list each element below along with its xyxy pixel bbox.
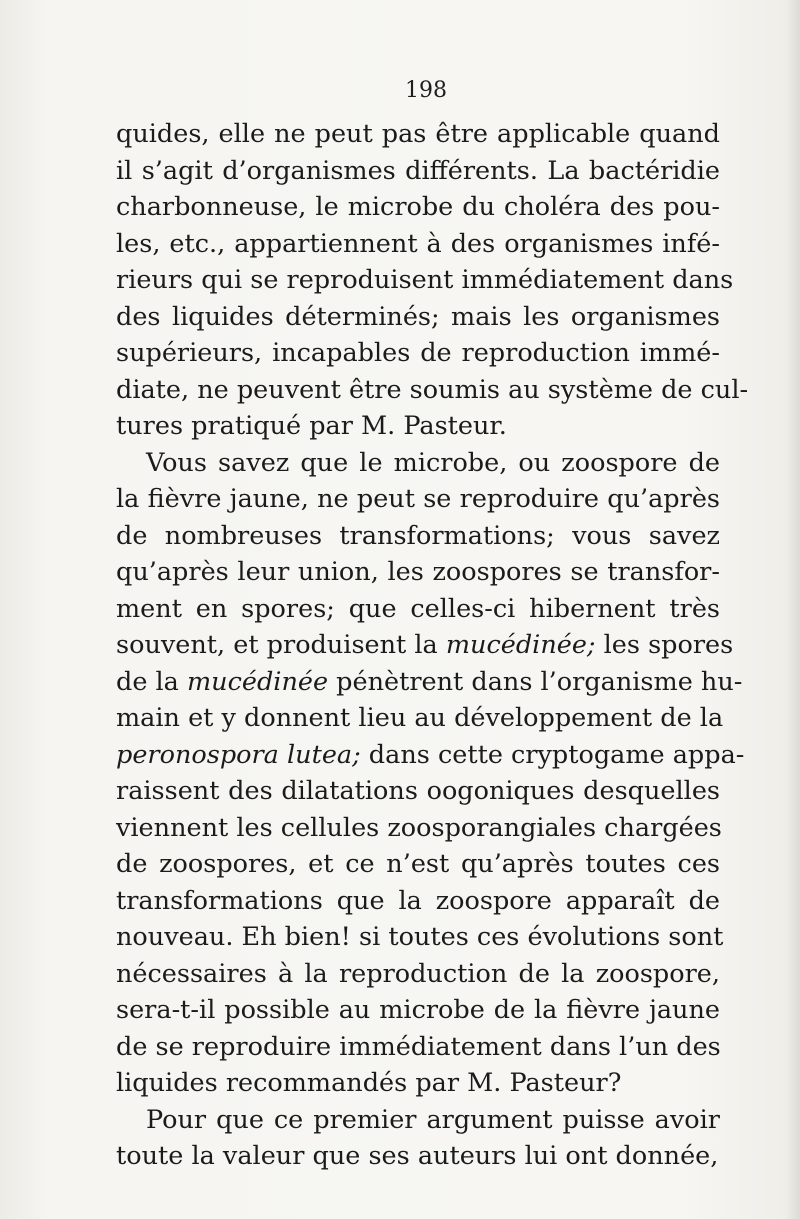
text-run: ment en spores; que celles-ci hibernent très <box>116 593 720 624</box>
text-line <box>116 737 745 774</box>
text-line <box>116 372 749 409</box>
text-line <box>116 1102 720 1139</box>
text-run: Pour que ce premier argument puisse avoir <box>146 1104 720 1135</box>
text-run: de nombreuses transformations; vous savez <box>116 520 720 551</box>
text-line <box>116 518 720 555</box>
text-line <box>116 481 720 518</box>
text-run: souvent, et produisent la <box>116 630 446 660</box>
text-run: main et y donnent lieu au développement de la <box>116 703 724 733</box>
text-run: de la <box>116 666 187 697</box>
text-run: Vous savez que le microbe, ou zoospore de <box>146 447 720 478</box>
text-run: il s’agit d’organismes différents. La bactéridie <box>116 155 720 186</box>
text-line <box>116 956 720 993</box>
text-line <box>116 116 720 153</box>
text-run: transformations que la zoospore apparaît de <box>116 885 720 916</box>
page-edge-shadow <box>786 0 800 1219</box>
text-run: quides, elle ne peut pas être applicable quand <box>116 119 720 149</box>
text-line <box>116 700 724 737</box>
text-line <box>116 883 720 920</box>
text-run: nouveau. Eh bien! si toutes ces évolutions sont <box>116 922 724 952</box>
text-run: rieurs qui se reproduisent immédiatement dans <box>116 265 734 295</box>
text-line <box>116 1029 720 1066</box>
text-line <box>116 335 720 372</box>
text-run: les, etc., appartiennent à des organismes infé- <box>116 228 720 259</box>
text-run: diate, ne peuvent être soumis au système de cul- <box>116 374 749 405</box>
text-line <box>116 554 720 591</box>
text-line <box>116 1138 720 1175</box>
italic-term: mucédinée; <box>445 630 596 660</box>
text-line <box>116 627 734 664</box>
text-run: de se reproduire immédiatement dans l’un des <box>116 1031 721 1062</box>
text-run: toute la valeur que ses auteurs lui ont donnée, <box>116 1141 719 1171</box>
text-line <box>116 226 720 263</box>
text-line <box>116 262 734 299</box>
paragraph <box>116 445 745 1102</box>
text-run: raissent des dilatations oogoniques desquelles <box>116 776 720 806</box>
text-run: viennent les cellules zoosporangiales chargées <box>116 812 722 843</box>
text-line <box>116 664 743 701</box>
italic-term: peronospora lutea; <box>116 739 361 770</box>
text-line <box>116 408 720 445</box>
text-run: de zoospores, et ce n’est qu’après toutes ces <box>116 849 720 879</box>
text-line <box>116 153 720 190</box>
text-run: liquides recommandés par M. Pasteur? <box>116 1068 622 1098</box>
text-line <box>116 773 720 810</box>
text-run: pénètrent dans l’organisme hu- <box>328 666 743 697</box>
text-run: supérieurs, incapables de reproduction immé- <box>116 338 720 368</box>
body-text <box>116 116 749 1175</box>
text-line <box>116 846 720 883</box>
text-line <box>116 445 720 482</box>
text-run: des liquides déterminés; mais les organismes <box>116 301 720 332</box>
text-line <box>116 299 720 336</box>
italic-term: mucédinée <box>186 666 329 697</box>
text-run: charbonneuse, le microbe du choléra des pou- <box>116 192 720 222</box>
text-line <box>116 992 720 1029</box>
page-number: 198 <box>405 78 447 103</box>
text-run: qu’après leur union, les zoospores se transfor- <box>116 557 720 587</box>
text-line <box>116 810 720 847</box>
text-run: les spores <box>595 630 734 660</box>
text-line <box>116 919 724 956</box>
text-run: dans cette cryptogame appa- <box>360 739 745 770</box>
text-run: nécessaires à la reproduction de la zoospore, <box>116 958 720 989</box>
paragraph <box>116 1102 720 1175</box>
text-run: la fièvre jaune, ne peut se reproduire qu’après <box>116 484 720 514</box>
text-line <box>116 189 720 226</box>
text-line <box>116 1065 720 1102</box>
text-run: tures pratiqué par M. Pasteur. <box>116 411 507 441</box>
text-line <box>116 591 720 628</box>
text-run: sera-t-il possible au microbe de la fièvre jaune <box>116 995 720 1025</box>
paragraph <box>116 116 749 445</box>
